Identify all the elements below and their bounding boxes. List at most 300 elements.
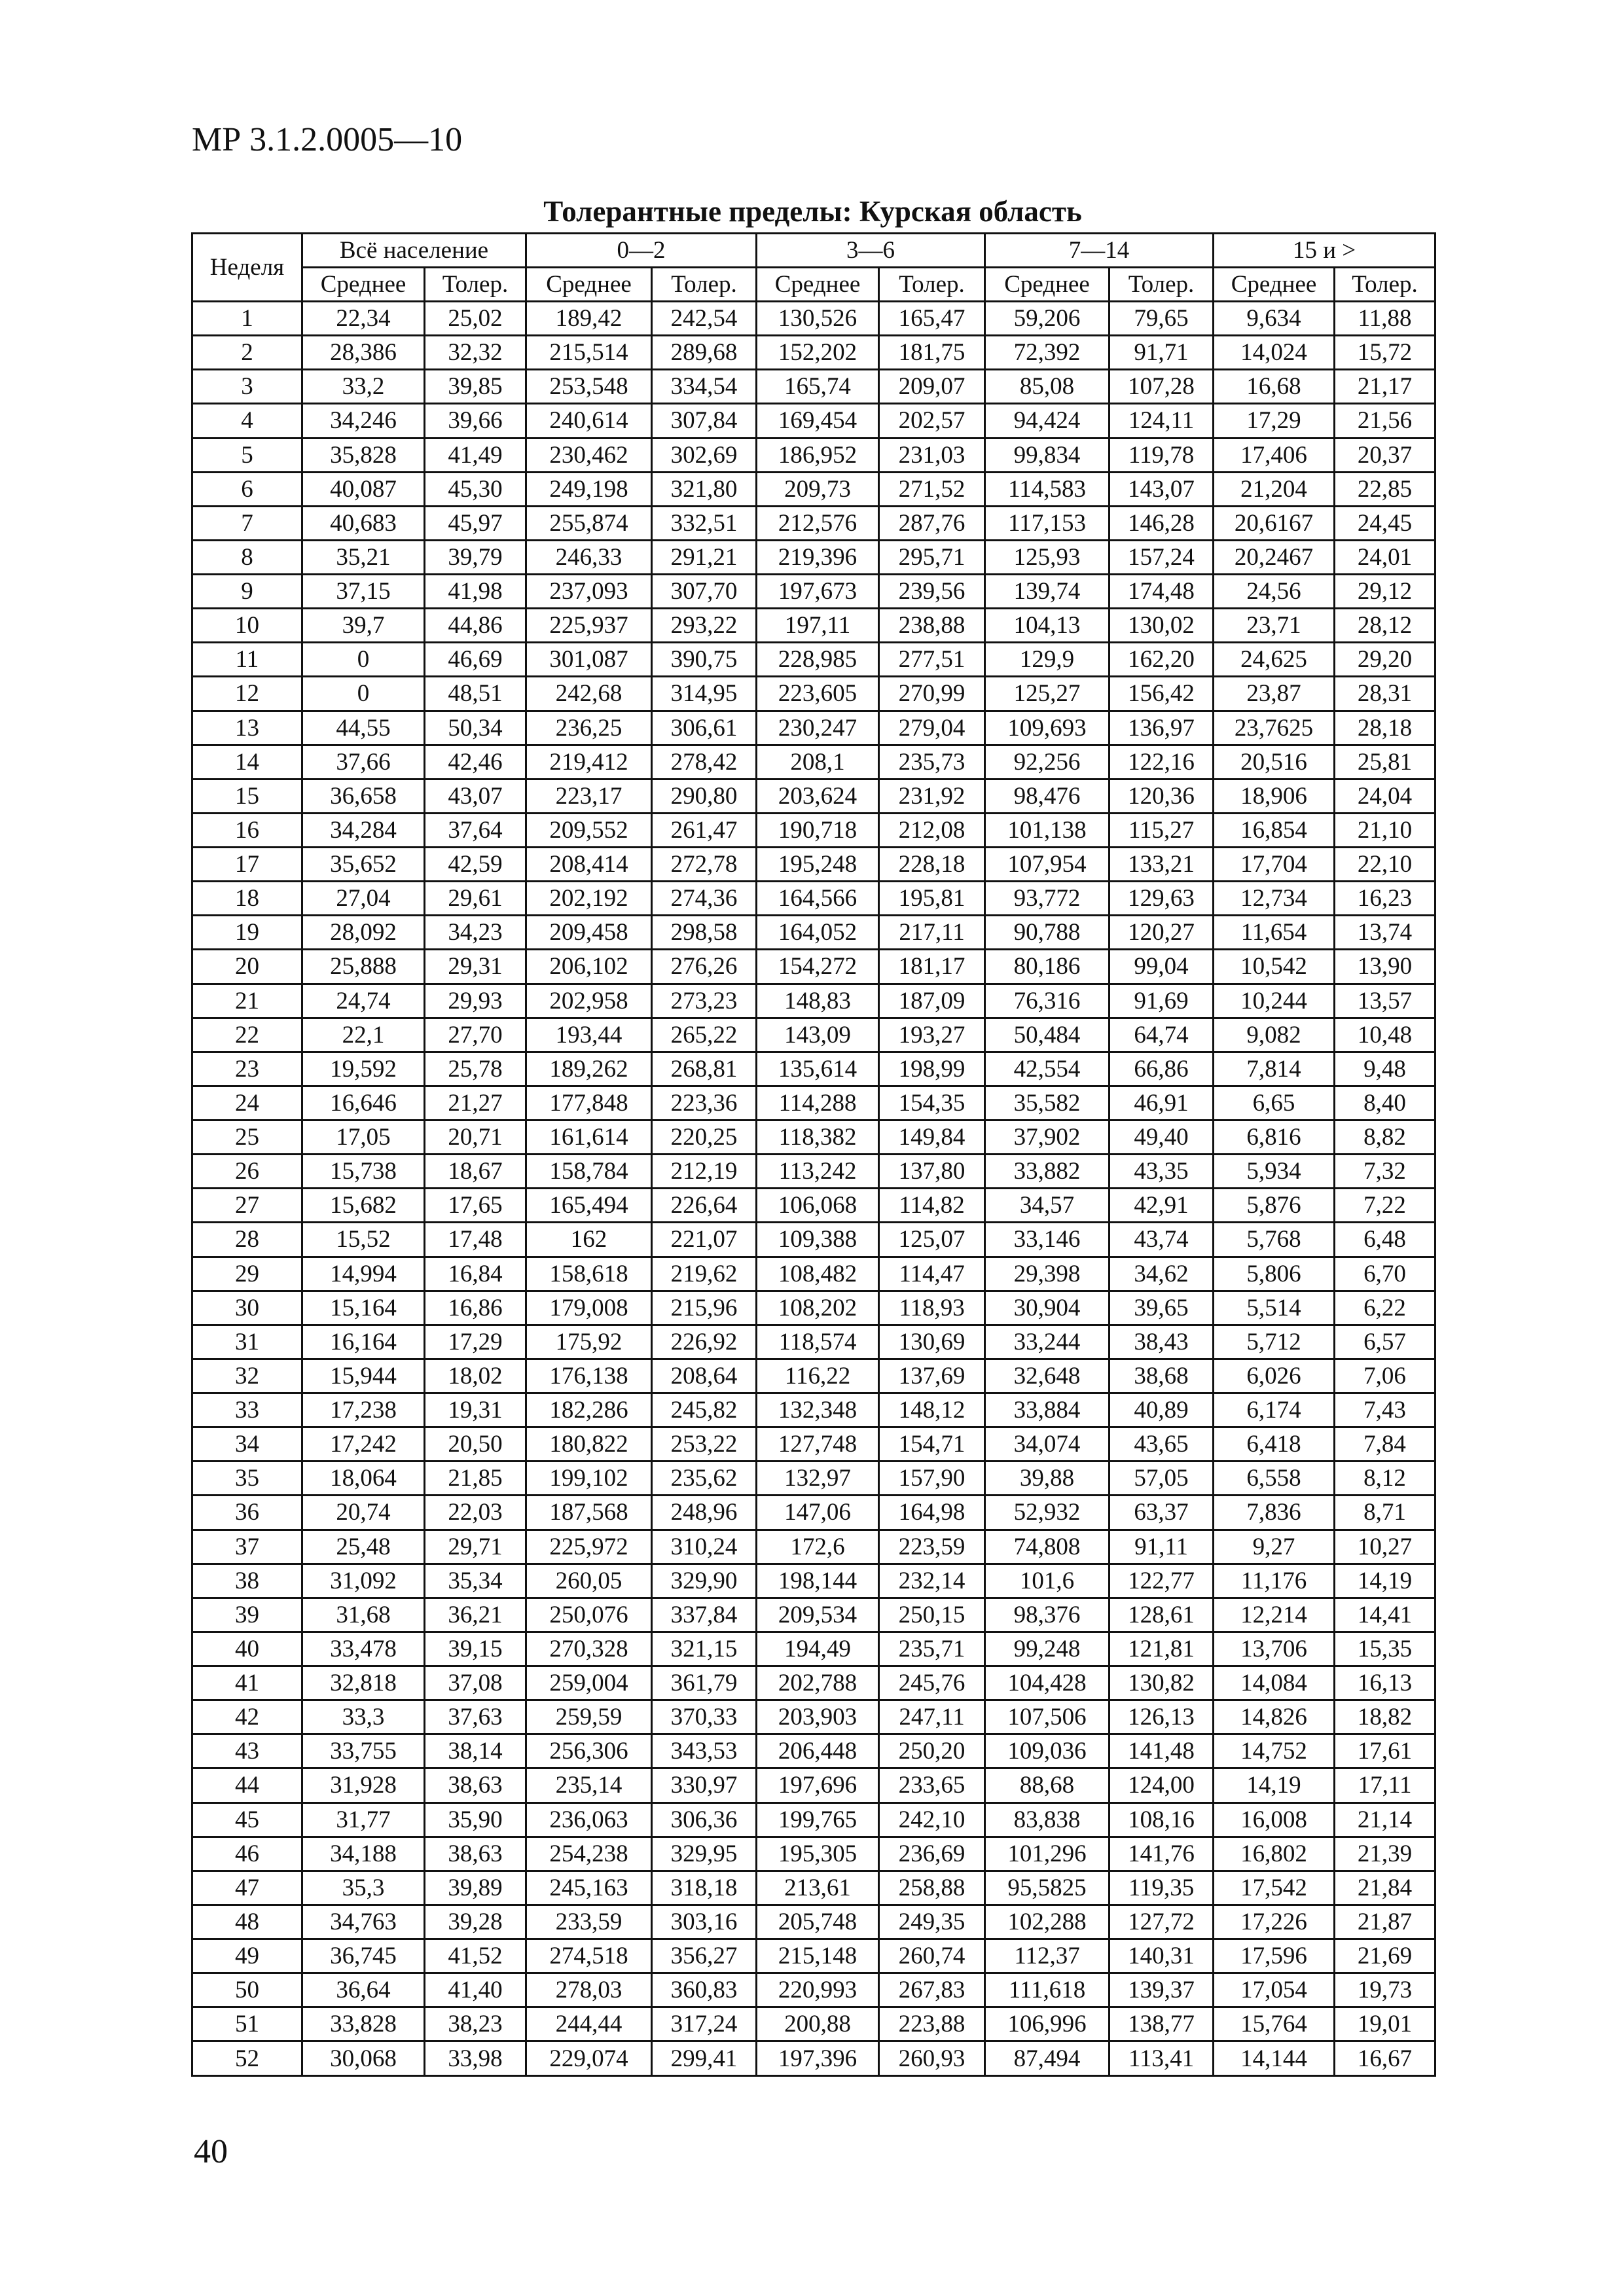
table-cell: 137,69: [879, 1359, 985, 1393]
table-cell: 278,03: [526, 1973, 652, 2007]
table-cell: 39,7: [302, 609, 425, 643]
table-cell: 209,73: [757, 472, 879, 506]
table-cell: 36,745: [302, 1939, 425, 1973]
table-cell: 260,93: [879, 2041, 985, 2076]
table-cell: 21,69: [1335, 1939, 1435, 1973]
table-cell: 298,58: [652, 916, 757, 950]
table-cell: 148,12: [879, 1393, 985, 1427]
table-cell: 91,71: [1110, 336, 1214, 370]
table-cell: 136,97: [1110, 711, 1214, 745]
table-cell: 36,658: [302, 779, 425, 813]
table-cell: 46,91: [1110, 1086, 1214, 1120]
table-cell: 209,552: [526, 813, 652, 847]
table-row: [192, 1359, 1435, 1393]
table-cell: 80,186: [985, 950, 1110, 984]
table-cell: 25,888: [302, 950, 425, 984]
table-cell: 223,88: [879, 2007, 985, 2041]
table-cell: 21,39: [1335, 1837, 1435, 1871]
table-cell: 11,88: [1335, 302, 1435, 336]
subheader-tolerance: Толер.: [879, 268, 985, 302]
table-cell: 197,11: [757, 609, 879, 643]
table-cell: 198,144: [757, 1564, 879, 1598]
table-cell: 27,04: [302, 882, 425, 916]
table-cell: 21,17: [1335, 370, 1435, 404]
table-cell: 87,494: [985, 2041, 1110, 2076]
table-cell: 6,57: [1335, 1325, 1435, 1359]
table-cell: 240,614: [526, 404, 652, 438]
table-cell: 121,81: [1110, 1632, 1214, 1666]
table-cell: 122,77: [1110, 1564, 1214, 1598]
table-cell: 233,59: [526, 1905, 652, 1939]
table-cell: 254,238: [526, 1837, 652, 1871]
table-cell: 250,20: [879, 1734, 985, 1768]
table-cell: 28,31: [1335, 677, 1435, 711]
table-cell: 219,412: [526, 745, 652, 779]
table-cell: 17,29: [1214, 404, 1335, 438]
table-cell: 114,288: [757, 1086, 879, 1120]
table-cell: 137,80: [879, 1155, 985, 1189]
week-cell: 42: [192, 1700, 302, 1734]
table-cell: 98,476: [985, 779, 1110, 813]
table-cell: 93,772: [985, 882, 1110, 916]
table-cell: 124,11: [1110, 404, 1214, 438]
table-row: [192, 1462, 1435, 1496]
table-cell: 15,944: [302, 1359, 425, 1393]
table-row: [192, 2007, 1435, 2041]
table-cell: 10,542: [1214, 950, 1335, 984]
table-row: [192, 1871, 1435, 1905]
table-cell: 35,3: [302, 1871, 425, 1905]
table-cell: 212,19: [652, 1155, 757, 1189]
table-cell: 202,788: [757, 1666, 879, 1700]
table-cell: 30,068: [302, 2041, 425, 2076]
table-cell: 0: [302, 643, 425, 677]
table-cell: 17,48: [425, 1223, 526, 1257]
table-cell: 390,75: [652, 643, 757, 677]
table-cell: 141,76: [1110, 1837, 1214, 1871]
week-cell: 11: [192, 643, 302, 677]
table-cell: 16,86: [425, 1291, 526, 1325]
table-cell: 146,28: [1110, 506, 1214, 540]
week-cell: 32: [192, 1359, 302, 1393]
table-cell: 102,288: [985, 1905, 1110, 1939]
table-row: [192, 404, 1435, 438]
table-cell: 329,95: [652, 1837, 757, 1871]
table-cell: 334,54: [652, 370, 757, 404]
table-cell: 248,96: [652, 1496, 757, 1530]
table-cell: 225,937: [526, 609, 652, 643]
table-cell: 250,076: [526, 1598, 652, 1632]
table-cell: 215,96: [652, 1291, 757, 1325]
table-cell: 41,98: [425, 575, 526, 609]
table-cell: 12,734: [1214, 882, 1335, 916]
table-cell: 116,22: [757, 1359, 879, 1393]
table-cell: 15,738: [302, 1155, 425, 1189]
table-row: [192, 779, 1435, 813]
table-cell: 99,04: [1110, 950, 1214, 984]
table-cell: 101,138: [985, 813, 1110, 847]
table-cell: 128,61: [1110, 1598, 1214, 1632]
table-row: [192, 882, 1435, 916]
table-cell: 295,71: [879, 540, 985, 574]
table-cell: 33,755: [302, 1734, 425, 1768]
week-cell: 39: [192, 1598, 302, 1632]
table-cell: 30,904: [985, 1291, 1110, 1325]
table-cell: 25,81: [1335, 745, 1435, 779]
table-cell: 21,85: [425, 1462, 526, 1496]
week-cell: 31: [192, 1325, 302, 1359]
table-cell: 16,67: [1335, 2041, 1435, 2076]
table-cell: 117,153: [985, 506, 1110, 540]
table-cell: 21,14: [1335, 1803, 1435, 1837]
table-cell: 39,79: [425, 540, 526, 574]
table-cell: 57,05: [1110, 1462, 1214, 1496]
table-cell: 17,704: [1214, 848, 1335, 882]
table-cell: 36,64: [302, 1973, 425, 2007]
table-cell: 16,23: [1335, 882, 1435, 916]
week-cell: 34: [192, 1427, 302, 1462]
table-cell: 17,406: [1214, 438, 1335, 472]
table-row: [192, 1257, 1435, 1291]
table-cell: 38,68: [1110, 1359, 1214, 1393]
subheader-mean: Среднее: [985, 268, 1110, 302]
table-cell: 306,61: [652, 711, 757, 745]
table-cell: 226,92: [652, 1325, 757, 1359]
table-row: [192, 1905, 1435, 1939]
week-cell: 46: [192, 1837, 302, 1871]
table-cell: 15,72: [1335, 336, 1435, 370]
table-cell: 293,22: [652, 609, 757, 643]
table-cell: 301,087: [526, 643, 652, 677]
table-cell: 370,33: [652, 1700, 757, 1734]
week-cell: 28: [192, 1223, 302, 1257]
table-cell: 143,07: [1110, 472, 1214, 506]
table-row: [192, 1427, 1435, 1462]
table-cell: 231,92: [879, 779, 985, 813]
table-cell: 209,07: [879, 370, 985, 404]
table-cell: 242,10: [879, 1803, 985, 1837]
table-cell: 132,348: [757, 1393, 879, 1427]
week-cell: 41: [192, 1666, 302, 1700]
table-cell: 205,748: [757, 1905, 879, 1939]
table-cell: 24,56: [1214, 575, 1335, 609]
table-cell: 14,752: [1214, 1734, 1335, 1768]
table-cell: 181,75: [879, 336, 985, 370]
table-cell: 19,73: [1335, 1973, 1435, 2007]
table-cell: 20,2467: [1214, 540, 1335, 574]
table-cell: 154,35: [879, 1086, 985, 1120]
table-cell: 32,648: [985, 1359, 1110, 1393]
table-cell: 209,458: [526, 916, 652, 950]
table-cell: 15,764: [1214, 2007, 1335, 2041]
table-cell: 49,40: [1110, 1121, 1214, 1155]
table-cell: 186,952: [757, 438, 879, 472]
table-cell: 129,9: [985, 643, 1110, 677]
table-cell: 33,2: [302, 370, 425, 404]
table-cell: 66,86: [1110, 1052, 1214, 1086]
week-cell: 24: [192, 1086, 302, 1120]
table-cell: 154,272: [757, 950, 879, 984]
table-cell: 194,49: [757, 1632, 879, 1666]
table-cell: 39,88: [985, 1462, 1110, 1496]
table-cell: 202,958: [526, 984, 652, 1018]
table-cell: 17,054: [1214, 1973, 1335, 2007]
table-cell: 179,008: [526, 1291, 652, 1325]
table-row: [192, 1973, 1435, 2007]
table-cell: 31,68: [302, 1598, 425, 1632]
table-cell: 44,55: [302, 711, 425, 745]
table-cell: 22,10: [1335, 848, 1435, 882]
table-cell: 34,074: [985, 1427, 1110, 1462]
table-cell: 64,74: [1110, 1018, 1214, 1052]
table-row: [192, 950, 1435, 984]
week-cell: 9: [192, 575, 302, 609]
subheader-mean: Среднее: [302, 268, 425, 302]
table-row: [192, 1768, 1435, 1803]
table-cell: 122,16: [1110, 745, 1214, 779]
table-cell: 6,418: [1214, 1427, 1335, 1462]
subheader-tolerance: Толер.: [652, 268, 757, 302]
table-cell: 33,884: [985, 1393, 1110, 1427]
table-cell: 10,48: [1335, 1018, 1435, 1052]
table-cell: 247,11: [879, 1700, 985, 1734]
table-cell: 12,214: [1214, 1598, 1335, 1632]
table-cell: 37,63: [425, 1700, 526, 1734]
table-cell: 21,10: [1335, 813, 1435, 847]
table-row: [192, 1700, 1435, 1734]
week-cell: 47: [192, 1871, 302, 1905]
table-cell: 118,574: [757, 1325, 879, 1359]
table-cell: 45,97: [425, 506, 526, 540]
table-cell: 39,66: [425, 404, 526, 438]
table-cell: 85,08: [985, 370, 1110, 404]
table-cell: 141,48: [1110, 1734, 1214, 1768]
group-header-7-14: 7—14: [985, 234, 1214, 268]
week-cell: 35: [192, 1462, 302, 1496]
table-cell: 200,88: [757, 2007, 879, 2041]
table-cell: 29,71: [425, 1530, 526, 1564]
table-cell: 43,07: [425, 779, 526, 813]
table-row: [192, 643, 1435, 677]
table-cell: 5,806: [1214, 1257, 1335, 1291]
table-cell: 208,414: [526, 848, 652, 882]
table-cell: 287,76: [879, 506, 985, 540]
table-row: [192, 1564, 1435, 1598]
week-cell: 2: [192, 336, 302, 370]
table-cell: 17,61: [1335, 1734, 1435, 1768]
week-cell: 20: [192, 950, 302, 984]
table-cell: 197,696: [757, 1768, 879, 1803]
table-cell: 169,454: [757, 404, 879, 438]
table-row: [192, 916, 1435, 950]
week-cell: 5: [192, 438, 302, 472]
table-cell: 176,138: [526, 1359, 652, 1393]
table-cell: 101,6: [985, 1564, 1110, 1598]
table-cell: 16,68: [1214, 370, 1335, 404]
table-cell: 21,27: [425, 1086, 526, 1120]
table-cell: 274,518: [526, 1939, 652, 1973]
table-cell: 330,97: [652, 1768, 757, 1803]
table-cell: 7,43: [1335, 1393, 1435, 1427]
table-cell: 34,284: [302, 813, 425, 847]
table-row: [192, 984, 1435, 1018]
table-cell: 13,57: [1335, 984, 1435, 1018]
table-cell: 202,192: [526, 882, 652, 916]
table-cell: 139,74: [985, 575, 1110, 609]
table-cell: 31,77: [302, 1803, 425, 1837]
table-cell: 203,903: [757, 1700, 879, 1734]
table-cell: 38,43: [1110, 1325, 1214, 1359]
table-cell: 8,71: [1335, 1496, 1435, 1530]
table-cell: 235,73: [879, 745, 985, 779]
table-cell: 219,396: [757, 540, 879, 574]
week-cell: 45: [192, 1803, 302, 1837]
table-cell: 231,03: [879, 438, 985, 472]
table-cell: 306,36: [652, 1803, 757, 1837]
table-cell: 0: [302, 677, 425, 711]
week-cell: 18: [192, 882, 302, 916]
table-cell: 299,41: [652, 2041, 757, 2076]
table-cell: 265,22: [652, 1018, 757, 1052]
table-row: [192, 302, 1435, 336]
table-row: [192, 1121, 1435, 1155]
table-cell: 7,836: [1214, 1496, 1335, 1530]
table-cell: 133,21: [1110, 848, 1214, 882]
week-cell: 14: [192, 745, 302, 779]
table-cell: 18,906: [1214, 779, 1335, 813]
week-cell: 33: [192, 1393, 302, 1427]
table-cell: 229,074: [526, 2041, 652, 2076]
table-cell: 24,45: [1335, 506, 1435, 540]
table-cell: 24,04: [1335, 779, 1435, 813]
page-number: 40: [194, 2133, 228, 2170]
table-cell: 35,21: [302, 540, 425, 574]
table-cell: 25,78: [425, 1052, 526, 1086]
table-cell: 5,876: [1214, 1189, 1335, 1223]
table-cell: 235,62: [652, 1462, 757, 1496]
table-cell: 13,706: [1214, 1632, 1335, 1666]
table-cell: 17,11: [1335, 1768, 1435, 1803]
table-cell: 15,164: [302, 1291, 425, 1325]
table-cell: 42,91: [1110, 1189, 1214, 1223]
table-cell: 8,82: [1335, 1121, 1435, 1155]
table-cell: 16,802: [1214, 1837, 1335, 1871]
table-cell: 109,036: [985, 1734, 1110, 1768]
table-cell: 270,99: [879, 677, 985, 711]
table-row: [192, 1803, 1435, 1837]
table-cell: 193,27: [879, 1018, 985, 1052]
table-cell: 187,09: [879, 984, 985, 1018]
table-cell: 24,01: [1335, 540, 1435, 574]
table-cell: 16,008: [1214, 1803, 1335, 1837]
table-cell: 125,93: [985, 540, 1110, 574]
week-cell: 7: [192, 506, 302, 540]
table-cell: 24,625: [1214, 643, 1335, 677]
tolerance-table: [191, 232, 1436, 2077]
table-cell: 114,583: [985, 472, 1110, 506]
table-cell: 45,30: [425, 472, 526, 506]
table-cell: 233,65: [879, 1768, 985, 1803]
week-cell: 16: [192, 813, 302, 847]
week-cell: 51: [192, 2007, 302, 2041]
table-cell: 29,20: [1335, 643, 1435, 677]
table-cell: 17,596: [1214, 1939, 1335, 1973]
week-cell: 25: [192, 1121, 302, 1155]
table-cell: 321,80: [652, 472, 757, 506]
table-cell: 217,11: [879, 916, 985, 950]
table-row: [192, 1189, 1435, 1223]
table-row: [192, 1837, 1435, 1871]
table-cell: 6,65: [1214, 1086, 1335, 1120]
table-row: [192, 813, 1435, 847]
table-cell: 7,06: [1335, 1359, 1435, 1393]
table-cell: 29,61: [425, 882, 526, 916]
week-cell: 21: [192, 984, 302, 1018]
table-cell: 219,62: [652, 1257, 757, 1291]
table-cell: 236,25: [526, 711, 652, 745]
table-cell: 307,70: [652, 575, 757, 609]
table-cell: 14,41: [1335, 1598, 1435, 1632]
table-cell: 223,59: [879, 1530, 985, 1564]
table-cell: 10,244: [1214, 984, 1335, 1018]
table-cell: 106,068: [757, 1189, 879, 1223]
table-cell: 38,14: [425, 1734, 526, 1768]
table-row: [192, 1325, 1435, 1359]
table-cell: 223,36: [652, 1086, 757, 1120]
table-cell: 8,12: [1335, 1462, 1435, 1496]
table-cell: 99,248: [985, 1632, 1110, 1666]
table-cell: 21,204: [1214, 472, 1335, 506]
table-cell: 198,99: [879, 1052, 985, 1086]
table-cell: 92,256: [985, 745, 1110, 779]
table-cell: 223,605: [757, 677, 879, 711]
table-cell: 261,47: [652, 813, 757, 847]
subheader-mean: Среднее: [526, 268, 652, 302]
table-cell: 7,22: [1335, 1189, 1435, 1223]
table-cell: 244,44: [526, 2007, 652, 2041]
table-cell: 129,63: [1110, 882, 1214, 916]
table-cell: 14,994: [302, 1257, 425, 1291]
table-cell: 277,51: [879, 643, 985, 677]
table-cell: 10,27: [1335, 1530, 1435, 1564]
table-cell: 175,92: [526, 1325, 652, 1359]
table-cell: 33,478: [302, 1632, 425, 1666]
table-cell: 5,712: [1214, 1325, 1335, 1359]
table-cell: 332,51: [652, 506, 757, 540]
table-cell: 245,82: [652, 1393, 757, 1427]
table-row: [192, 1734, 1435, 1768]
table-cell: 303,16: [652, 1905, 757, 1939]
table-cell: 101,296: [985, 1837, 1110, 1871]
table-row: [192, 711, 1435, 745]
table-body: [192, 302, 1435, 2076]
table-cell: 302,69: [652, 438, 757, 472]
table-row: [192, 677, 1435, 711]
table-cell: 37,08: [425, 1666, 526, 1700]
table-cell: 232,14: [879, 1564, 985, 1598]
table-row: [192, 370, 1435, 404]
table-cell: 34,763: [302, 1905, 425, 1939]
week-cell: 17: [192, 848, 302, 882]
table-cell: 220,993: [757, 1973, 879, 2007]
table-cell: 158,784: [526, 1155, 652, 1189]
table-cell: 32,818: [302, 1666, 425, 1700]
table-title: Толерантные пределы: Курская область: [543, 195, 1082, 228]
table-cell: 6,558: [1214, 1462, 1335, 1496]
table-row: [192, 1598, 1435, 1632]
table-cell: 104,428: [985, 1666, 1110, 1700]
table-cell: 220,25: [652, 1121, 757, 1155]
